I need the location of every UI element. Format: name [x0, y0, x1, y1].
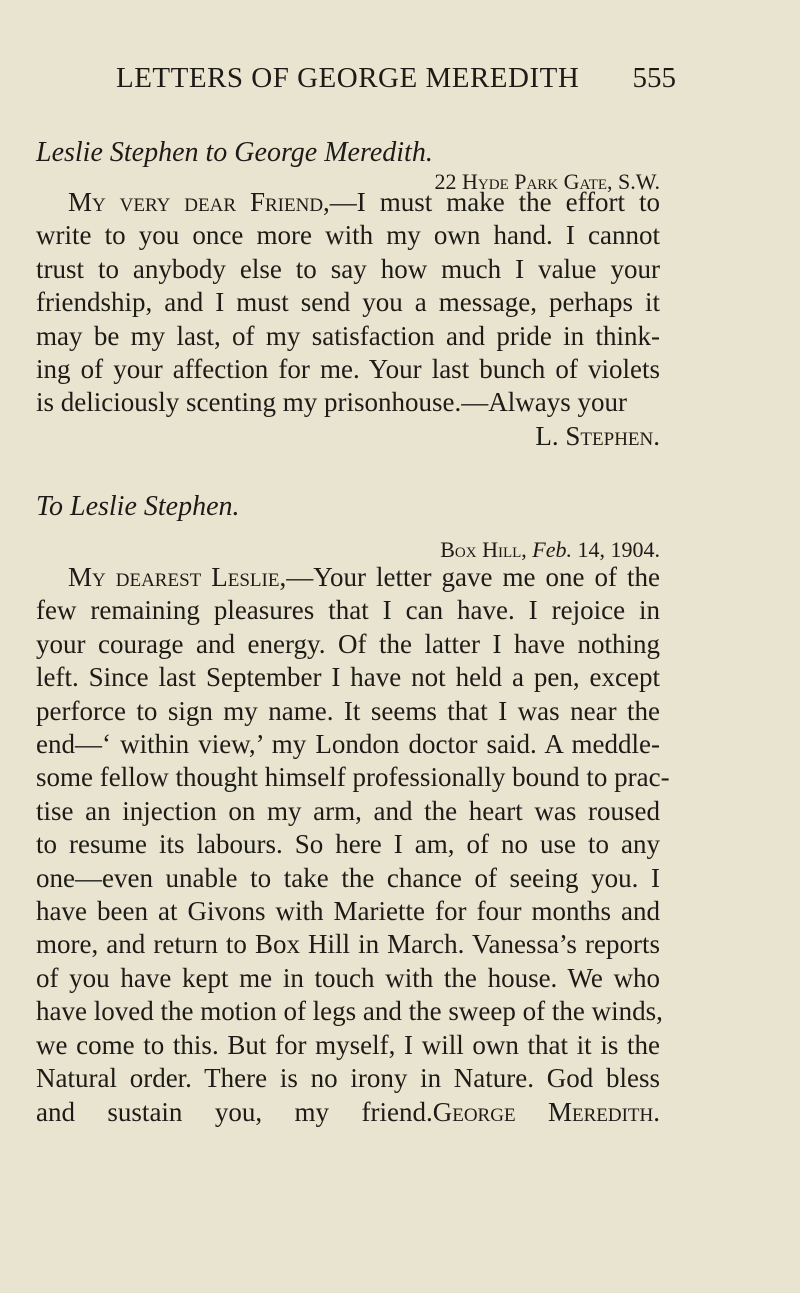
text-line: may be my last, of my satisfaction and pride in think-	[36, 320, 660, 351]
text-line: one—even unable to take the chance of seeing you. I	[36, 862, 660, 893]
text-line: My very dear Friend,—I must make the effort to	[68, 187, 660, 217]
letter-body	[36, 186, 660, 453]
letter-heading: Leslie Stephen to George Meredith.	[36, 137, 433, 168]
salutation: My very dear Friend,	[68, 187, 330, 217]
salutation: My dearest Leslie,	[68, 562, 287, 592]
text-line: left. Since last September I have not held a pen, except	[36, 662, 660, 693]
text-line: few remaining pleasures that I can have. I rejoice in	[36, 595, 660, 626]
text-line: friendship, and I must send you a message, perhaps it	[36, 287, 660, 318]
signature: L. Stephen.	[535, 420, 660, 451]
letter-heading: To Leslie Stephen.	[36, 491, 240, 522]
text-line: and sustain you, my friend.George Meredith.	[36, 1096, 660, 1127]
text-line: have loved the motion of legs and the sweep of the winds,	[36, 996, 663, 1027]
text-line: of you have kept me in touch with the house. We who	[36, 962, 660, 993]
text-line: your courage and energy. Of the latter I have nothing	[36, 628, 660, 659]
text-line: My dearest Leslie,—Your letter gave me one of the	[68, 562, 660, 592]
letter-address: Box Hill, Feb. 14, 1904.	[440, 537, 660, 562]
letter-body	[36, 561, 670, 1129]
signature: George Meredith.	[432, 1096, 660, 1127]
text-line: to resume its labours. So here I am, of no use to any	[36, 829, 660, 860]
text-line: trust to anybody else to say how much I value your	[36, 253, 660, 284]
text-line: Natural order. There is no irony in Nature. God bless	[36, 1063, 660, 1094]
text-line: ing of your affection for me. Your last bunch of violets	[36, 354, 660, 385]
running-title: LETTERS OF GEORGE MEREDITH	[116, 62, 580, 94]
text-line: more, and return to Box Hill in March. Vanessa’s reports	[36, 929, 660, 960]
text-line: perforce to sign my name. It seems that I was near the	[36, 695, 660, 726]
text-line: is deliciously scenting my prisonhouse.—Always your	[36, 387, 627, 418]
text-line: write to you once more with my own hand. I cannot	[36, 220, 660, 251]
text-line: have been at Givons with Mariette for four months and	[36, 896, 660, 927]
text-line: some fellow thought himself professionally bound to prac-	[36, 762, 670, 793]
running-head	[116, 58, 676, 98]
page-number: 555	[632, 62, 676, 94]
letter-address: 22 Hyde Park Gate, S.W.	[434, 169, 660, 194]
text-line: tise an injection on my arm, and the heart was roused	[36, 795, 660, 826]
text-line: we come to this. But for myself, I will own that it is the	[36, 1029, 660, 1060]
text-line: end—‘ within view,’ my London doctor said. A meddle-	[36, 729, 660, 760]
